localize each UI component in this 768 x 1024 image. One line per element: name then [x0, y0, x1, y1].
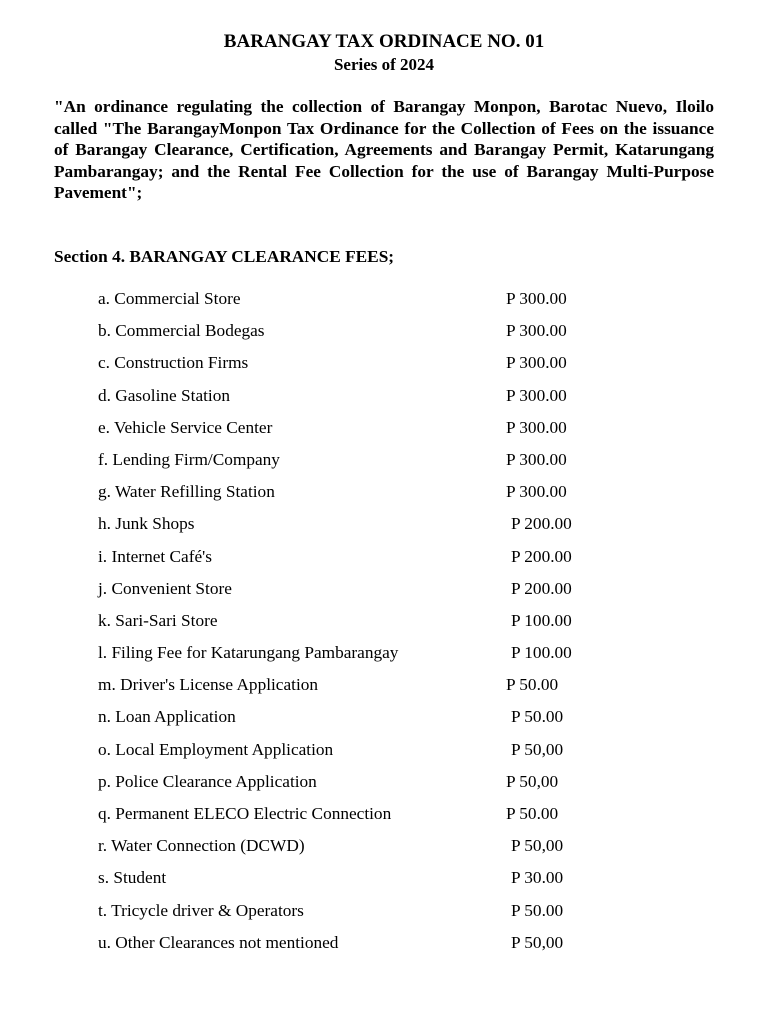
fee-amount: P 200.00 [511, 514, 572, 534]
fee-item-tricycle-driver [98, 900, 658, 932]
fee-amount: P 200.00 [511, 546, 572, 566]
fee-amount: P 300.00 [506, 482, 567, 502]
fee-item-commercial-bodegas [98, 320, 658, 352]
fee-label: h. Junk Shops [98, 514, 195, 534]
fee-item-commercial-store [98, 288, 658, 320]
fee-item-water-connection [98, 835, 658, 867]
fee-label: n. Loan Application [98, 707, 236, 727]
fee-item-local-employment [98, 739, 658, 771]
fee-item-student [98, 867, 658, 899]
fee-label: a. Commercial Store [98, 289, 241, 308]
fee-amount: P 300.00 [506, 289, 567, 308]
fee-label: r. Water Connection (DCWD) [98, 836, 305, 856]
fee-item-filing-fee-katarungang [98, 642, 658, 674]
fee-amount: P 50.00 [506, 675, 559, 695]
fee-label: d. Gasoline Station [98, 385, 230, 405]
fee-label: c. Construction Firms [98, 353, 249, 373]
fee-label: u. Other Clearances not mentioned [98, 932, 339, 952]
fee-label: t. Tricycle driver & Operators [98, 900, 304, 920]
fee-item-loan-application [98, 706, 658, 738]
fee-label: e. Vehicle Service Center [98, 417, 273, 437]
fee-amount: P 30.00 [511, 868, 564, 888]
fee-amount: P 50,00 [511, 739, 564, 759]
fee-label: o. Local Employment Application [98, 739, 334, 759]
fee-item-lending-firm [98, 449, 658, 481]
section-heading: Section 4. BARANGAY CLEARANCE FEES; [54, 247, 395, 266]
fee-label: g. Water Refilling Station [98, 482, 275, 502]
fee-label: k. Sari-Sari Store [98, 610, 218, 630]
fee-item-eleco-connection [98, 803, 658, 835]
fee-amount: P 200.00 [511, 578, 572, 598]
fee-item-water-refilling-station [98, 481, 658, 513]
fee-item-other-clearances [98, 932, 658, 964]
fee-label: f. Lending Firm/Company [98, 449, 280, 469]
fee-label: i. Internet Café's [98, 546, 212, 566]
document-subtitle: Series of 2024 [333, 55, 435, 74]
fee-item-gasoline-station [98, 385, 658, 417]
fee-item-construction-firms [98, 352, 658, 384]
fee-item-drivers-license [98, 674, 658, 706]
fee-amount: P 300.00 [506, 321, 567, 341]
fee-item-vehicle-service-center [98, 417, 658, 449]
fee-amount: P 50,00 [506, 771, 559, 791]
ordinance-preamble: "An ordinance regulating the collection of Barangay Monpon, Barotac Nuevo, Iloilo called "The BarangayMonpon Tax Ordinance for the Collection of Fees on the issuance of Barangay Clearance, Certification, Agreements and Barangay Permit, Katarungang Pambarangay; and the Rental Fee Collection for the use of Barangay Multi-Purpose Pavement"; [54, 97, 714, 203]
fee-item-junk-shops [98, 513, 658, 545]
fee-amount: P 300.00 [506, 449, 567, 469]
fee-amount: P 300.00 [506, 353, 567, 373]
fee-label: m. Driver's License Application [98, 675, 319, 695]
fee-amount: P 50.00 [506, 804, 559, 823]
fee-item-sari-sari-store [98, 610, 658, 642]
fee-label: b. Commercial Bodegas [98, 321, 265, 341]
fee-amount: P 50,00 [511, 836, 564, 856]
fee-label: s. Student [98, 868, 167, 888]
fee-list [98, 288, 658, 964]
fee-label: q. Permanent ELECO Electric Connection [98, 804, 392, 823]
fee-amount: P 300.00 [506, 417, 567, 437]
fee-item-police-clearance [98, 771, 658, 803]
fee-label: l. Filing Fee for Katarungang Pambarangay [98, 643, 399, 663]
fee-amount: P 100.00 [511, 610, 572, 630]
fee-amount: P 50,00 [511, 932, 564, 952]
fee-label: j. Convenient Store [98, 578, 232, 598]
document-title: BARANGAY TAX ORDINACE NO. 01 [223, 31, 545, 52]
fee-label: p. Police Clearance Application [98, 771, 317, 791]
fee-item-convenient-store [98, 578, 658, 610]
fee-amount: P 100.00 [511, 643, 572, 663]
fee-amount: P 50.00 [511, 900, 564, 920]
fee-amount: P 300.00 [506, 385, 567, 405]
fee-item-internet-cafe [98, 546, 658, 578]
fee-amount: P 50.00 [511, 707, 564, 727]
